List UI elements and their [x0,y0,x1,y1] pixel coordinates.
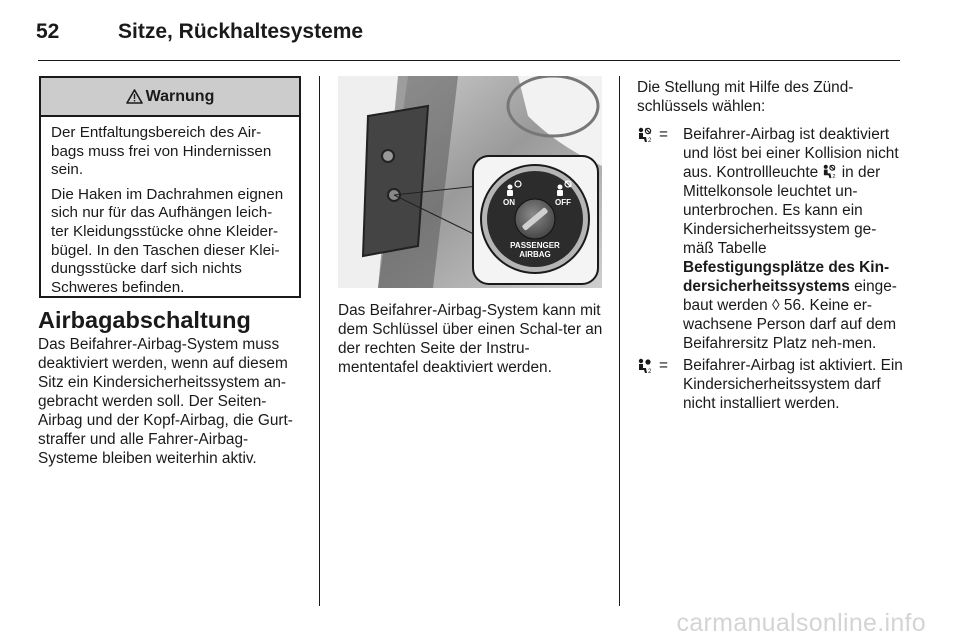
switch-caption-line1: PASSENGER [510,241,560,250]
warning-header [41,78,299,117]
warning-box [39,76,301,298]
definition-airbag-off [637,125,903,353]
warning-paragraph: Die Haken im Dachrahmen eignen sich nur für das Aufhängen leich-ter Kleidungsstücke ohne Kleider-bügel. In den Taschen dieser Klei-dungsstücke darf sich nichts Schweres befinden. [51,185,284,296]
column-divider-2 [619,76,620,606]
airbag-switch-figure [338,76,602,288]
section-title: Sitze, Rückhaltesysteme [118,20,364,43]
switch-on-label: ON [503,198,515,207]
column-divider-1 [319,76,320,606]
definition-text-part: in der Mittelkonsole leuchtet un-unterbrochen. Es kann ein Kindersicherheitssystem ge-mäß Tabelle [683,164,881,257]
airbag-paragraph: Das Beifahrer-Airbag-System muss deaktiviert werden, wenn auf diesem Sitz ein Kindersicherheitssystem an-gebracht werden soll. Der Seiten-Airbag und der Kopf-Airbag, die Gurt-straffer und alle Fahrer-Airbag-Systeme bleiben weiterhin aktiv. [38,336,293,467]
equals-sign: = [659,126,668,143]
header-rule [38,60,900,61]
page-number: 52 [36,20,60,43]
switch-off-label: OFF [555,198,571,207]
page-reference-icon: ◊ [772,297,780,314]
definition-text-part: 56. Keine er-wachsene Person darf auf dem Beifahrersitz Platz neh-men. [683,297,897,352]
definition-text-part: einge-baut werden [683,278,897,314]
switch-caption-line2: AIRBAG [519,250,551,259]
svg-text:2: 2 [832,174,836,179]
warning-triangle-icon [126,89,143,104]
column-3 [637,78,903,413]
airbag-off-icon [637,127,653,143]
svg-text:2: 2 [648,369,652,374]
definition-text-part: Beifahrer-Airbag ist deaktiviert und löst bei einer Kollision nicht aus. Kontrollleuchte [683,126,899,181]
warning-title: Warnung [145,87,215,105]
svg-text:2: 2 [648,138,652,143]
definition-text [683,125,903,353]
airbag-switch-illustration [338,76,602,288]
selection-intro: Die Stellung mit Hilfe des Zünd-schlüssels wählen: [637,79,854,115]
watermark: carmanualsonline.info [676,609,926,637]
airbag-off-icon [822,164,837,179]
equals-sign: = [659,357,668,374]
warning-body [41,117,299,297]
definition-text: Beifahrer-Airbag ist aktiviert. Ein Kindersicherheitssystem darf nicht installiert werden. [683,357,903,412]
table-reference-link[interactable]: Befestigungsplätze des Kin-dersicherheitssystems [683,259,890,295]
warning-paragraph: Der Entfaltungsbereich des Air-bags muss frei von Hindernissen sein. [51,124,272,179]
airbag-heading: Airbagabschaltung [38,307,251,333]
column2-paragraph: Das Beifahrer-Airbag-System kann mit dem Schlüssel über einen Schal-ter an der rechten Seite der Instru-mententafel deaktiviert werden. [338,302,603,376]
definition-airbag-on [637,356,903,413]
airbag-on-icon [637,358,653,374]
